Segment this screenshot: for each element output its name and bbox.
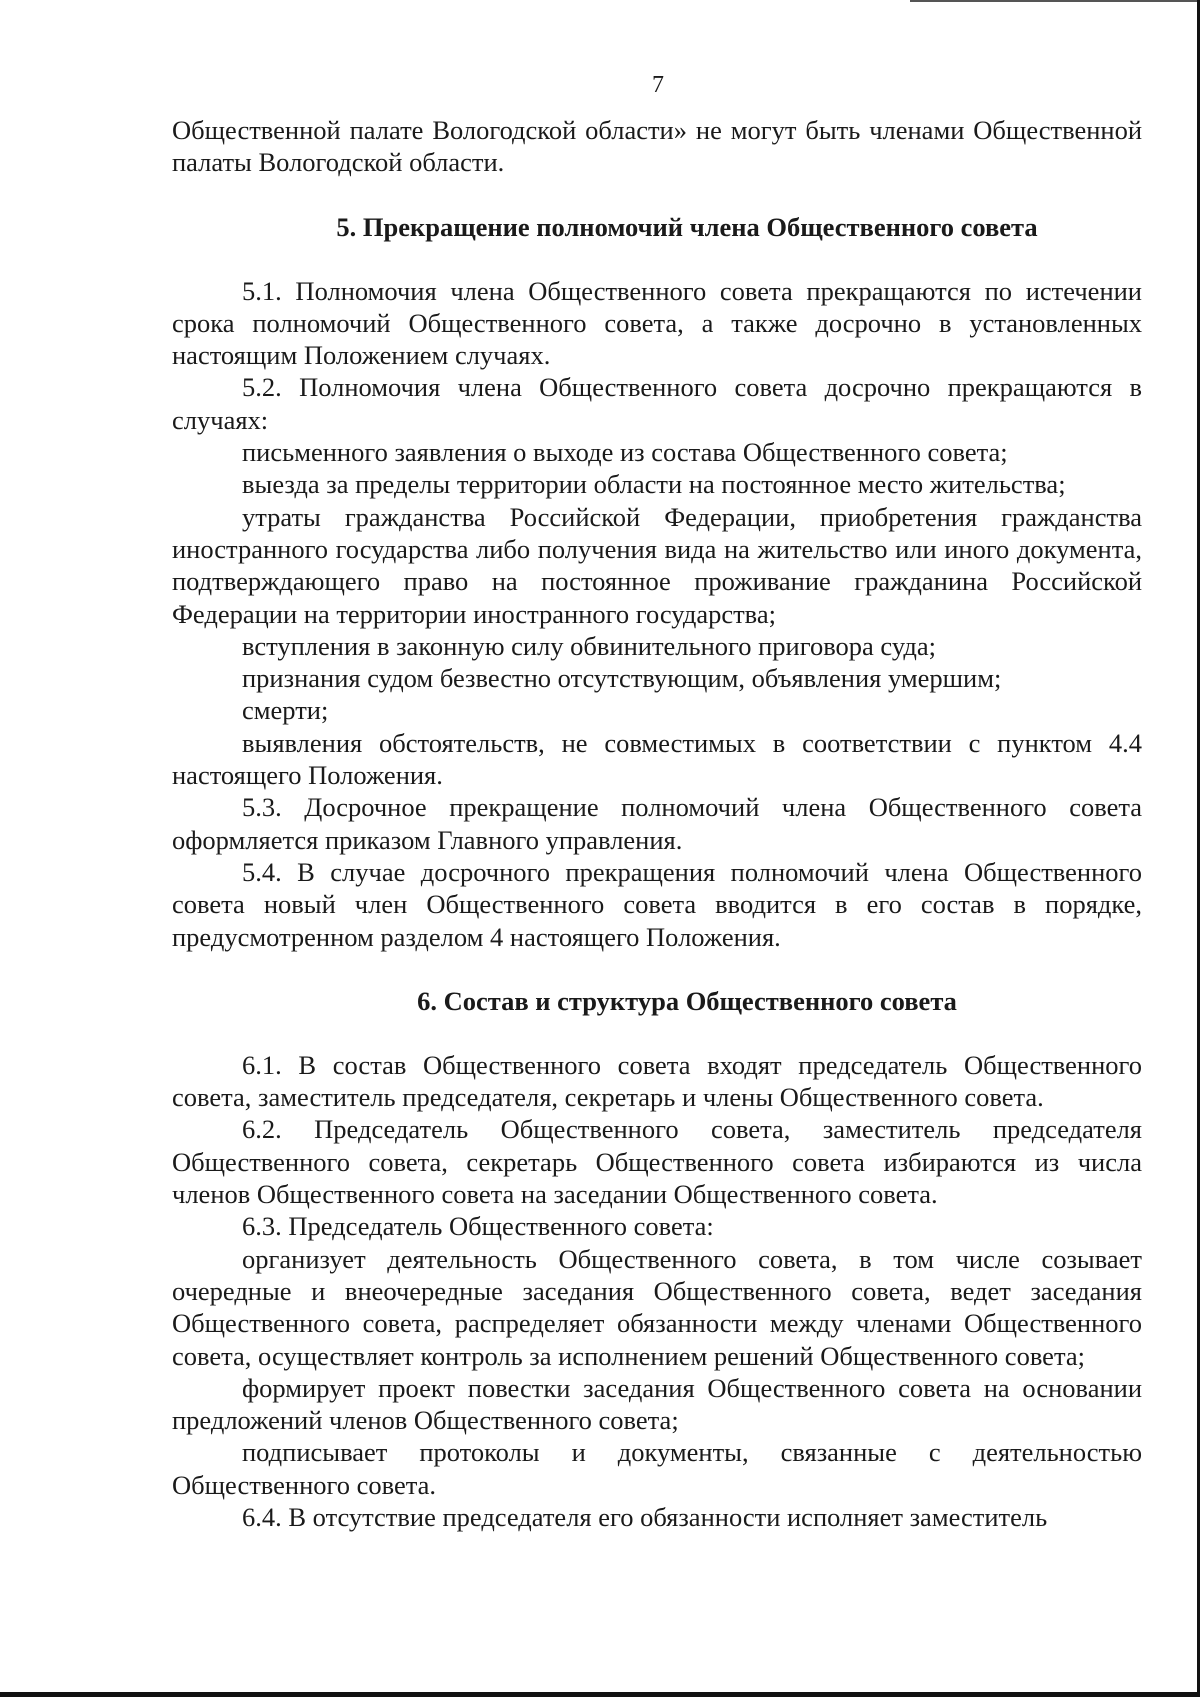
paragraph-6-2: 6.2. Председатель Общественного совета, заместитель председателя Общественного совета, секретарь Общественного совета избираются из числа членов Общественного совета на заседании Общественного совета. xyxy=(172,1114,1142,1210)
page-number: 7 xyxy=(652,72,664,98)
list-item: утраты гражданства Российской Федерации, приобретения гражданства иностранного государства либо получения вида на жительство или иного документа, подтверждающего право на постоянное проживание гражданина Российской Федерации на территории иностранного государства; xyxy=(172,501,1142,629)
scan-edge-top xyxy=(910,0,1200,2)
paragraph-6-1: 6.1. В состав Общественного совета входят председатель Общественного совета, заместитель председателя, секретарь и члены Общественного совета. xyxy=(172,1049,1142,1113)
list-item: выявления обстоятельств, не совместимых в соответствии с пунктом 4.4 настоящего Положения. xyxy=(172,727,1142,791)
list-item: подписывает протоколы и документы, связанные с деятельностью Общественного совета. xyxy=(172,1437,1142,1500)
section-6-heading: 6. Состав и структура Общественного совета xyxy=(417,985,957,1016)
list-item: вступления в законную силу обвинительного приговора суда; xyxy=(242,630,937,661)
scan-edge-bottom xyxy=(0,1692,1200,1697)
list-item: письменного заявления о выходе из состава Общественного совета; xyxy=(242,437,1008,468)
top-paragraph: Общественной палате Вологодской области» не могут быть членами Общественной палаты Вологодской области. xyxy=(172,115,1142,178)
list-item: организует деятельность Общественного совета, в том числе созывает очередные и внеочередные заседания Общественного совета, ведет заседания Общественного совета, распределяет обязанности между членами Общественного совета, осуществляет контроль за исполнением решений Общественного совета; xyxy=(172,1243,1142,1371)
list-item: выезда за пределы территории области на постоянное место жительства; xyxy=(242,469,1066,500)
paragraph-6-3: 6.3. Председатель Общественного совета: xyxy=(242,1211,714,1242)
paragraph-6-4: 6.4. В отсутствие председателя его обязанности исполняет заместитель xyxy=(242,1501,1048,1532)
paragraph-5-3: 5.3. Досрочное прекращение полномочий члена Общественного совета оформляется приказом Главного управления. xyxy=(172,792,1142,855)
section-5-heading: 5. Прекращение полномочий члена Общественного совета xyxy=(336,211,1038,242)
list-item: признания судом безвестно отсутствующим, объявления умершим; xyxy=(242,663,1002,694)
paragraph-5-2: 5.2. Полномочия члена Общественного совета досрочно прекращаются в случаях: xyxy=(172,372,1142,435)
list-item: смерти; xyxy=(242,695,329,726)
list-item: формирует проект повестки заседания Общественного совета на основании предложений членов Общественного совета; xyxy=(172,1372,1142,1436)
paragraph-5-1: 5.1. Полномочия члена Общественного совета прекращаются по истечении срока полномочий Общественного совета, а также досрочно в установленных настоящим Положением случаях. xyxy=(172,275,1142,371)
paragraph-5-4: 5.4. В случае досрочного прекращения полномочий члена Общественного совета новый член Общественного совета вводится в его состав в порядке, предусмотренном разделом 4 настоящего Положения. xyxy=(172,856,1142,952)
document-body xyxy=(172,114,1142,1533)
